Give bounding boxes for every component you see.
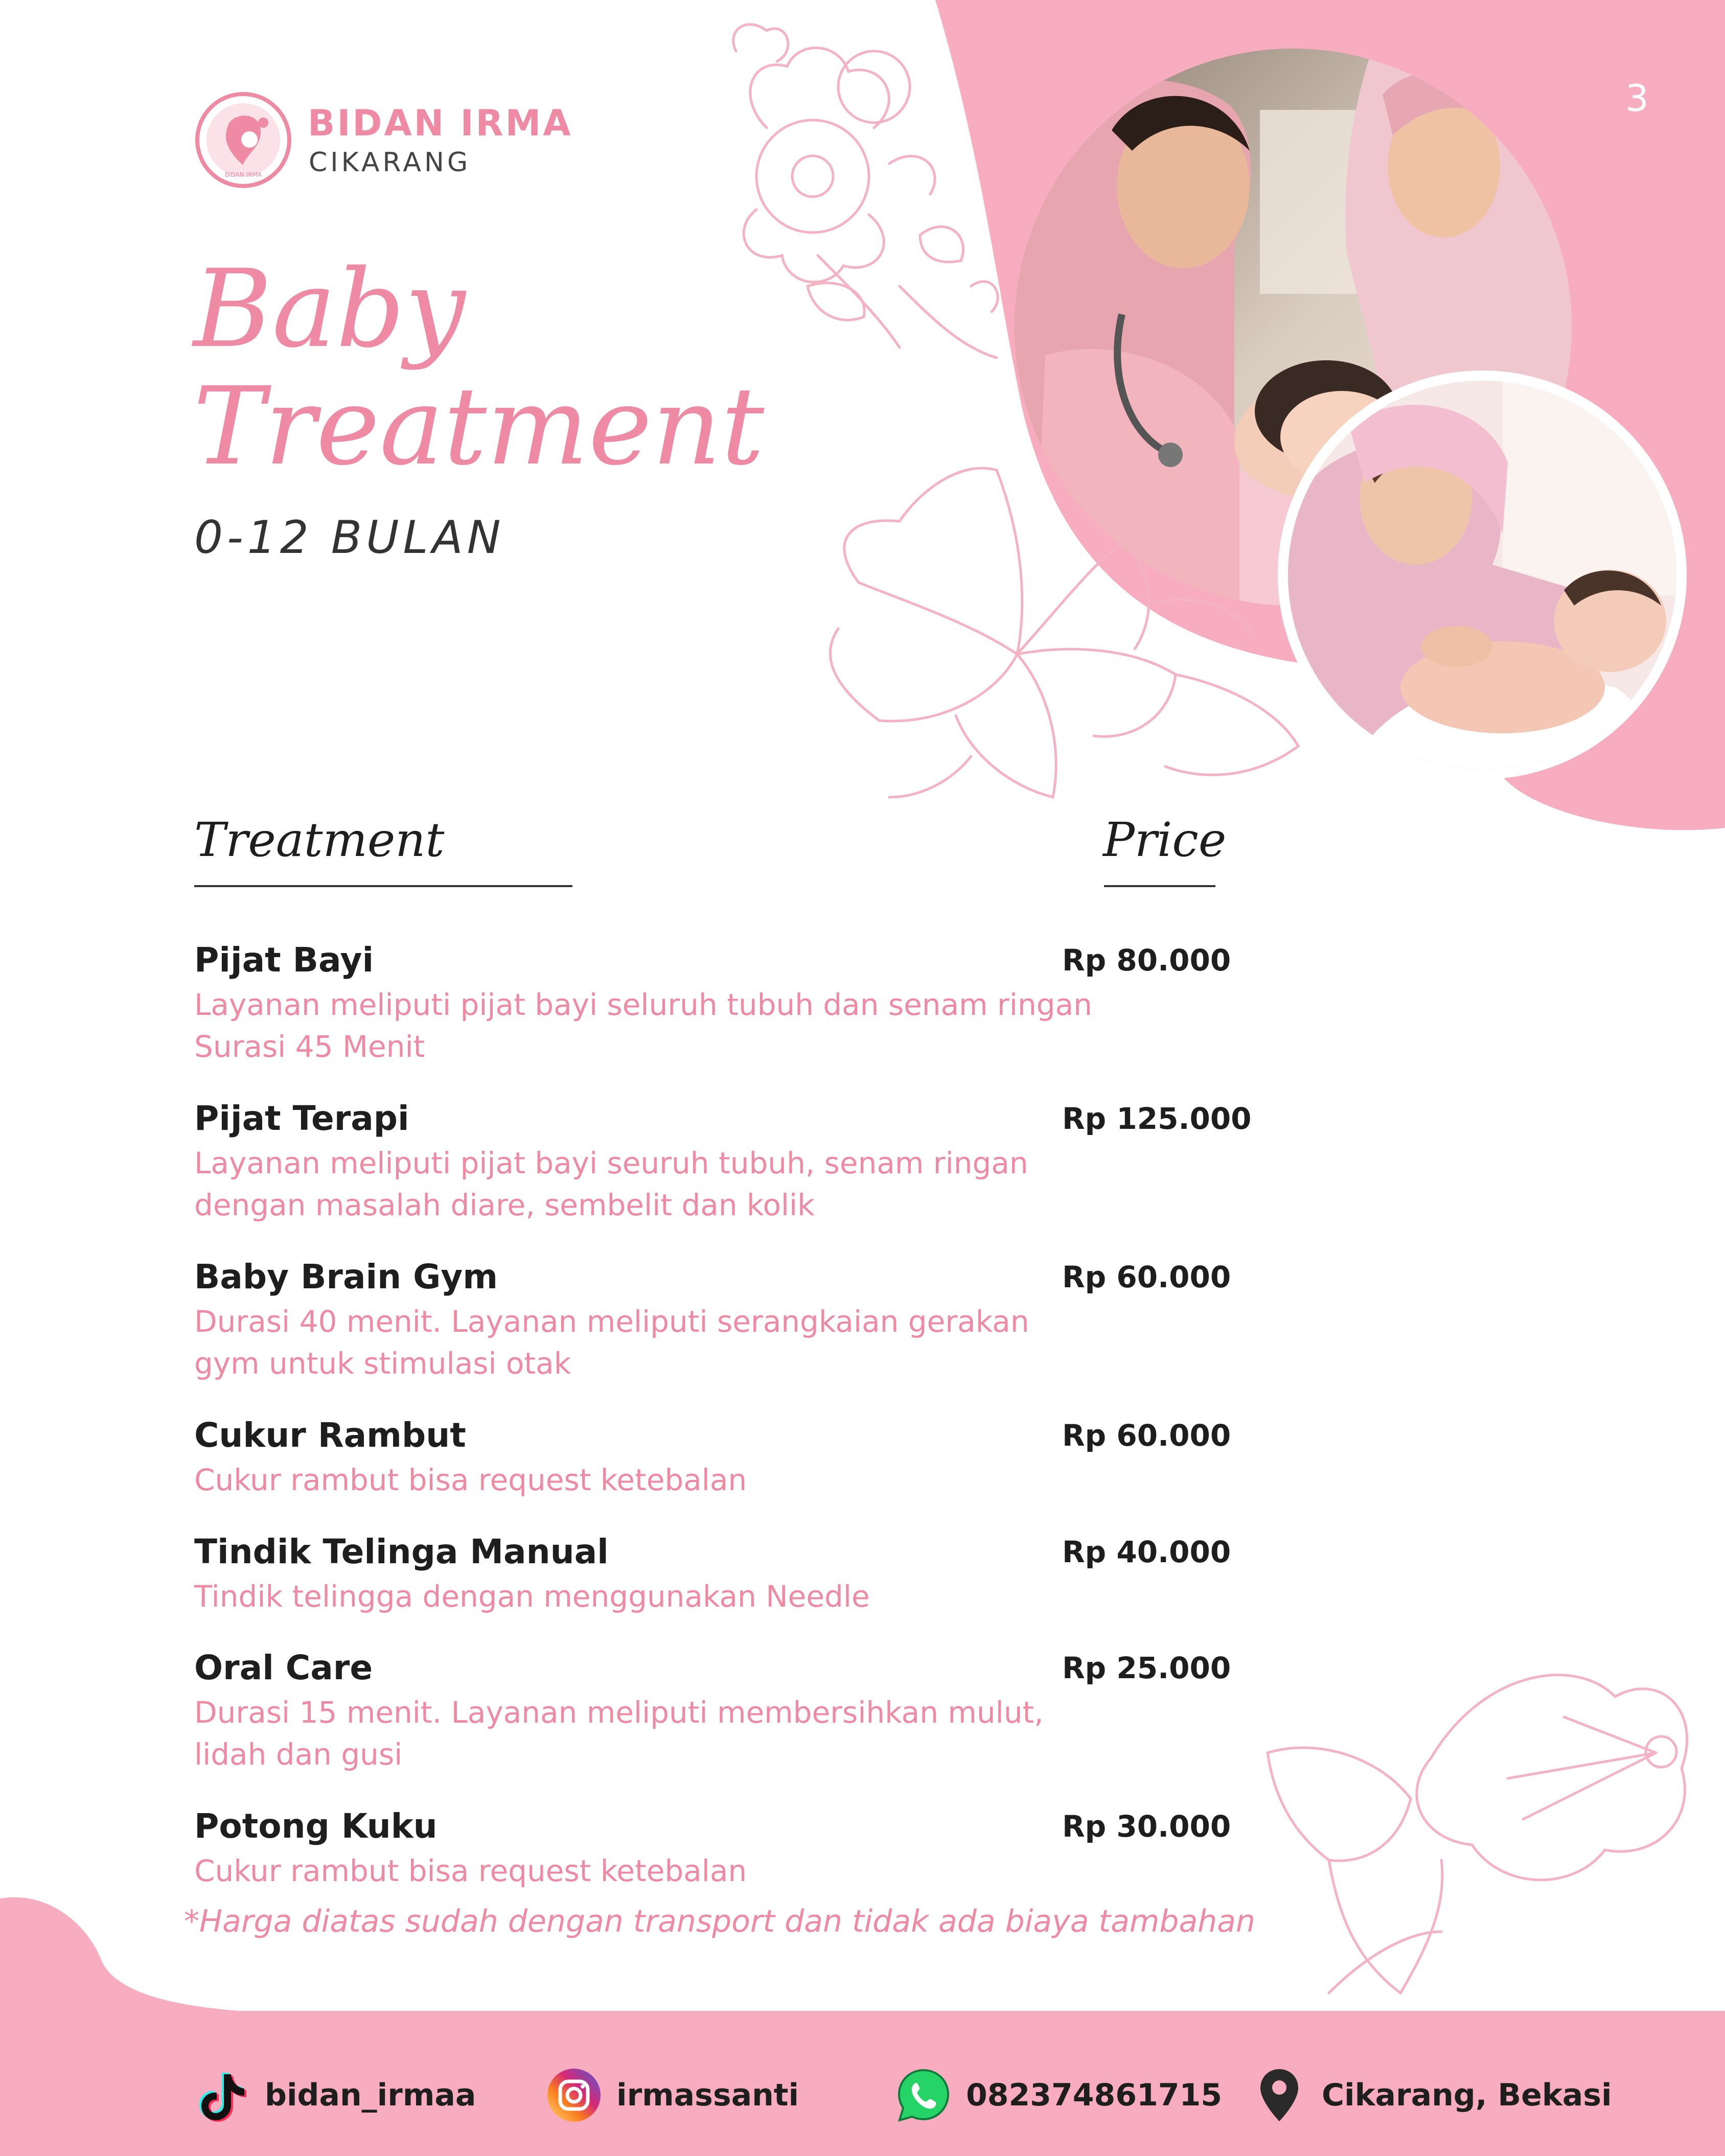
treatment-header-underline — [194, 885, 572, 887]
instagram-handle: irmassanti — [616, 2077, 799, 2113]
treatment-name: Cukur Rambut — [194, 1416, 466, 1455]
footer-tiktok[interactable] — [194, 2067, 476, 2123]
footer-whatsapp[interactable] — [895, 2067, 1222, 2123]
treatment-name: Tindik Telinga Manual — [194, 1532, 609, 1571]
treatment-price: Rp 60.000 — [1062, 1260, 1231, 1294]
price-column-header: Price — [1103, 813, 1227, 867]
treatment-description: Surasi 45 Menit — [194, 1029, 425, 1064]
treatment-column-header: Treatment — [194, 813, 445, 867]
page-number: 3 — [1625, 77, 1649, 120]
treatment-price: Rp 125.000 — [1062, 1101, 1252, 1136]
brand-name: BIDAN IRMA — [308, 102, 573, 144]
footer-location[interactable] — [1251, 2067, 1612, 2123]
age-range: 0-12 BULAN — [194, 511, 505, 564]
treatment-description: dengan masalah diare, sembelit dan kolik — [194, 1188, 815, 1222]
whatsapp-number: 082374861715 — [966, 2077, 1222, 2113]
treatment-name: Baby Brain Gym — [194, 1257, 498, 1296]
price-header-underline — [1104, 885, 1215, 887]
treatment-description: Durasi 40 menit. Layanan meliputi serangkaian gerakan — [194, 1304, 1029, 1339]
treatment-description: lidah dan gusi — [194, 1737, 403, 1772]
price-footnote: *Harga diatas sudah dengan transport dan tidak ada biaya tambahan — [184, 1904, 1255, 1939]
treatment-name: Potong Kuku — [194, 1806, 438, 1846]
page-title-line-2: Treatment — [193, 364, 765, 489]
treatment-name: Pijat Bayi — [194, 940, 374, 980]
treatment-description: Cukur rambut bisa request ketebalan — [194, 1853, 747, 1888]
footer-instagram[interactable] — [546, 2067, 799, 2123]
brand-logo-icon — [194, 91, 292, 189]
page-title-line-1: Baby — [193, 246, 466, 372]
logo-text: BIDAN IRMA — [224, 171, 262, 178]
treatment-price: Rp 40.000 — [1062, 1535, 1231, 1569]
location-text: Cikarang, Bekasi — [1322, 2077, 1612, 2113]
photo-midwife-massaging-baby — [1278, 370, 1687, 779]
treatment-description: Layanan meliputi pijat bayi seuruh tubuh, senam ringan — [194, 1146, 1028, 1180]
brand-location: CIKARANG — [309, 147, 471, 178]
whatsapp-icon — [895, 2067, 952, 2123]
treatment-price: Rp 30.000 — [1062, 1809, 1231, 1844]
treatment-description: Tindik telingga dengan menggunakan Needle — [194, 1579, 870, 1614]
instagram-icon — [546, 2067, 602, 2123]
treatment-name: Oral Care — [194, 1648, 373, 1687]
treatment-description: Layanan meliputi pijat bayi seluruh tubuh dan senam ringan — [194, 987, 1092, 1022]
treatment-price: Rp 25.000 — [1062, 1651, 1231, 1685]
treatment-price: Rp 80.000 — [1062, 943, 1231, 978]
tiktok-icon — [194, 2067, 250, 2123]
tiktok-handle: bidan_irmaa — [265, 2077, 476, 2113]
treatment-description: Durasi 15 menit. Layanan meliputi membersihkan mulut, — [194, 1695, 1044, 1730]
treatment-description: gym untuk stimulasi otak — [194, 1346, 571, 1381]
map-pin-icon — [1251, 2067, 1307, 2123]
treatment-description: Cukur rambut bisa request ketebalan — [194, 1463, 747, 1497]
treatment-price: Rp 60.000 — [1062, 1418, 1231, 1453]
treatment-name: Pijat Terapi — [194, 1099, 409, 1138]
flower-outline-bottom — [1268, 1675, 1687, 1993]
